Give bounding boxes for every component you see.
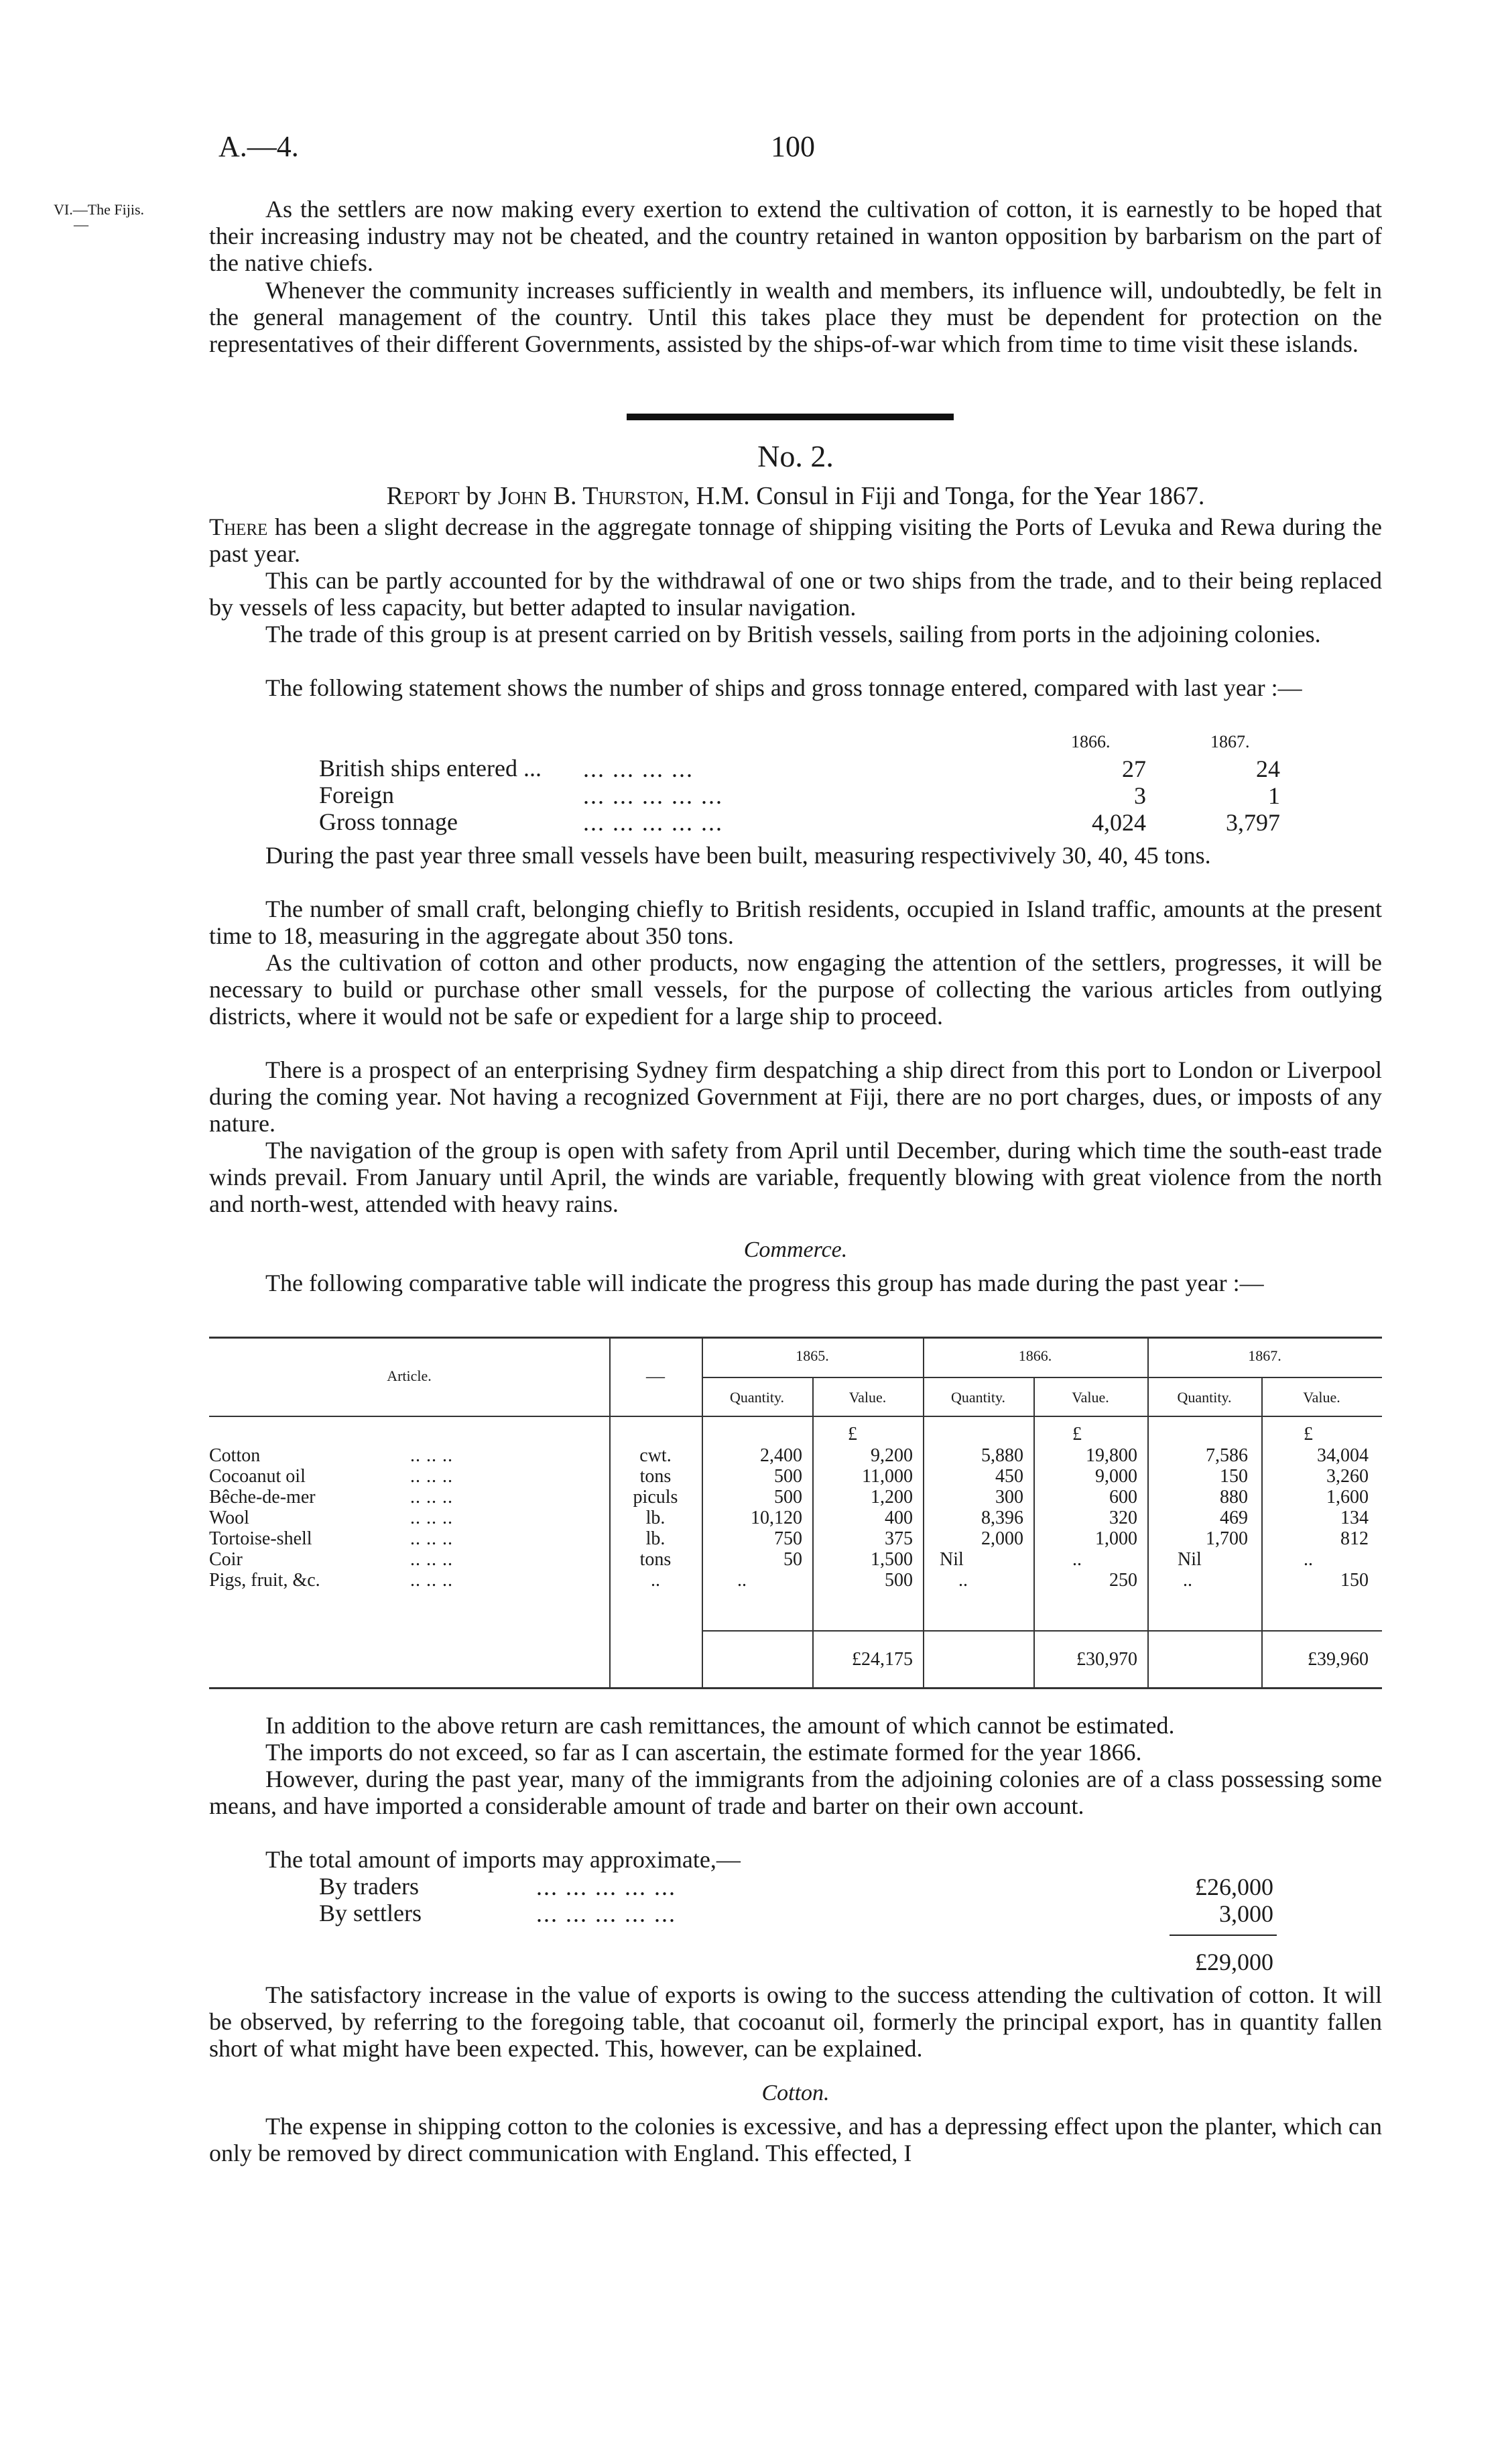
imports-total-rule [1170,1935,1277,1936]
year-1866-header: 1866. [1071,732,1111,751]
imports-total: £29,000 [1195,1949,1273,1975]
report-paragraph-4: The following statement shows the number of ships and gross tonnage entered, compared with last year :— [265,674,1302,701]
page-number: 100 [771,130,815,163]
quantity-header: Quantity. [950,1389,1006,1406]
total-1866: £30,970 [1076,1649,1137,1670]
value-header: Value. [1072,1389,1109,1406]
cotton-heading: Cotton. [761,2081,830,2105]
side-note: VI.—The Fijis. [54,201,145,218]
commerce-table: Article. — 1865. 1866. 1867. Quantity. Value. Quantity. Value. Quantity. Value. £ £ £ Cotton .. .. .. cwt. 2,400 9,200 5,880 19,800 7,586 34,004 Cocoanut oil .. .. .. tons 500 11,000 450 9,000 150 3,260 Bêche-de-mer .. .. .. piculs 500 1,200 300 600 880 1,600 Wool .. .. .. lb. 10,120 400 8,396 320 469 134 Tortoise-shell .. .. .. lb. 750 375 2,000 1,000 1,700 812 Coir .. .. .. tons 50 1,500 Nil .. Nil .. Pigs, fruit, &c. .. .. .. .. .. 500 .. 250 .. 150 £24,175 £30,970 £39,960 [209,1337,1382,1689]
article-header: Article. [387,1367,432,1384]
currency-symbol: £ [1304,1424,1313,1445]
commerce-intro: The following comparative table will indicate the progress this group has made during the past year :— [265,1270,1264,1296]
report-title: Report by John B. Thurston, H.M. Consul in Fiji and Tonga, for the Year 1867. [386,482,1205,510]
value-header: Value. [848,1389,887,1406]
year-header-rule [702,1377,1382,1378]
body-paragraph-4: There is a prospect of an enterprising Sydney firm despatching a ship direct from this port to London or Liverpool during the coming year. Not having a recognized Government at Fiji, there are no port charges, dues, or imposts of any nature. [209,1056,1382,1137]
intro-paragraph-1: As the settlers are now making every exertion to extend the cultivation of cotton, it is earnestly to be hoped that their increasing industry may not be cheated, and the country retained in wanton opposition by barbarism on the part of the native chiefs. [209,196,1382,276]
body-paragraph-5: The navigation of the group is open with safety from April until December, during which time the south-east trade winds prevail. From January until April, the winds are variable, frequently blowing with great violence from the north and north-west, attended with heavy rains. [209,1137,1382,1217]
header-bottom-rule [209,1416,1382,1417]
table-bottom-rule [209,1687,1382,1689]
body-paragraph-3: As the cultivation of cotton and other products, now engaging the attention of the settlers, progresses, it will be necessary to build or purchase other small vessels, for the purpose of collecting the various articles from outlying districts, where it would not be safe or expedient for a large ship to proceed. [209,949,1382,1030]
total-1865: £24,175 [852,1649,913,1670]
currency-symbol: £ [1072,1424,1082,1445]
report-paragraph-2: This can be partly accounted for by the withdrawal of one or two ships from the trade, and to their being replaced by vessels of less capacity, but better adapted to insular navigation. [209,567,1382,621]
quantity-header: Quantity. [1177,1389,1232,1406]
section-divider [627,414,954,420]
cotton-paragraph: The expense in shipping cotton to the colonies is excessive, and has a depressing effect upon the planter, which can only be removed by direct communication with England. This effected, I [209,2113,1382,2166]
table-top-rule [209,1337,1382,1339]
imports-paragraph-4: The total amount of imports may approximate,— [265,1846,741,1873]
report-number: No. 2. [757,439,834,473]
report-paragraph-1: There has been a slight decrease in the aggregate tonnage of shipping visiting the Ports of Levuka and Rewa during the past year. [209,513,1382,567]
totals-rule [702,1630,1382,1632]
side-dash: — [74,216,88,233]
body-paragraph-1: During the past year three small vessels have been built, measuring respectivively 30, 40, 45 tons. [265,842,1211,869]
currency-symbol: £ [848,1424,857,1445]
year-1865-header: 1865. [796,1347,829,1364]
page-ref: A.—4. [218,130,299,163]
year-1867-header: 1867. [1210,732,1250,751]
exports-paragraph: The satisfactory increase in the value of exports is owing to the success attending the cultivation of cotton. It will be observed, by referring to the foregoing table, that cocoanut oil, formerly the principal export, has in quantity fallen short of what might have been expected. This, however, can be explained. [209,1981,1382,2062]
total-1867: £39,960 [1308,1649,1369,1670]
unit-header: — [646,1366,665,1387]
value-header: Value. [1303,1389,1340,1406]
report-paragraph-3: The trade of this group is at present carried on by British vessels, sailing from ports in the adjoining colonies. [265,621,1321,648]
year-1866-header: 1866. [1018,1347,1052,1364]
imports-paragraph-2: The imports do not exceed, so far as I can ascertain, the estimate formed for the year 1866. [265,1739,1142,1766]
intro-paragraph-2: Whenever the community increases sufficiently in wealth and members, its influence will, undoubtedly, be felt in the general management of the country. Until this takes place they must be dependent for protection on the representatives of their different Governments, assisted by the ships-of-war which from time to time visit these islands. [209,277,1382,357]
body-paragraph-2: The number of small craft, belonging chiefly to British residents, occupied in Island traffic, amounts at the present time to 18, measuring in the aggregate about 350 tons. [209,896,1382,949]
quantity-header: Quantity. [729,1389,785,1406]
imports-paragraph-1: In addition to the above return are cash remittances, the amount of which cannot be estimated. [265,1712,1175,1739]
imports-paragraph-3: However, during the past year, many of the immigrants from the adjoining colonies are of a class possessing some means, and have imported a considerable amount of trade and barter on their own account. [209,1766,1382,1819]
commerce-heading: Commerce. [743,1237,848,1262]
year-1867-header: 1867. [1248,1347,1281,1364]
